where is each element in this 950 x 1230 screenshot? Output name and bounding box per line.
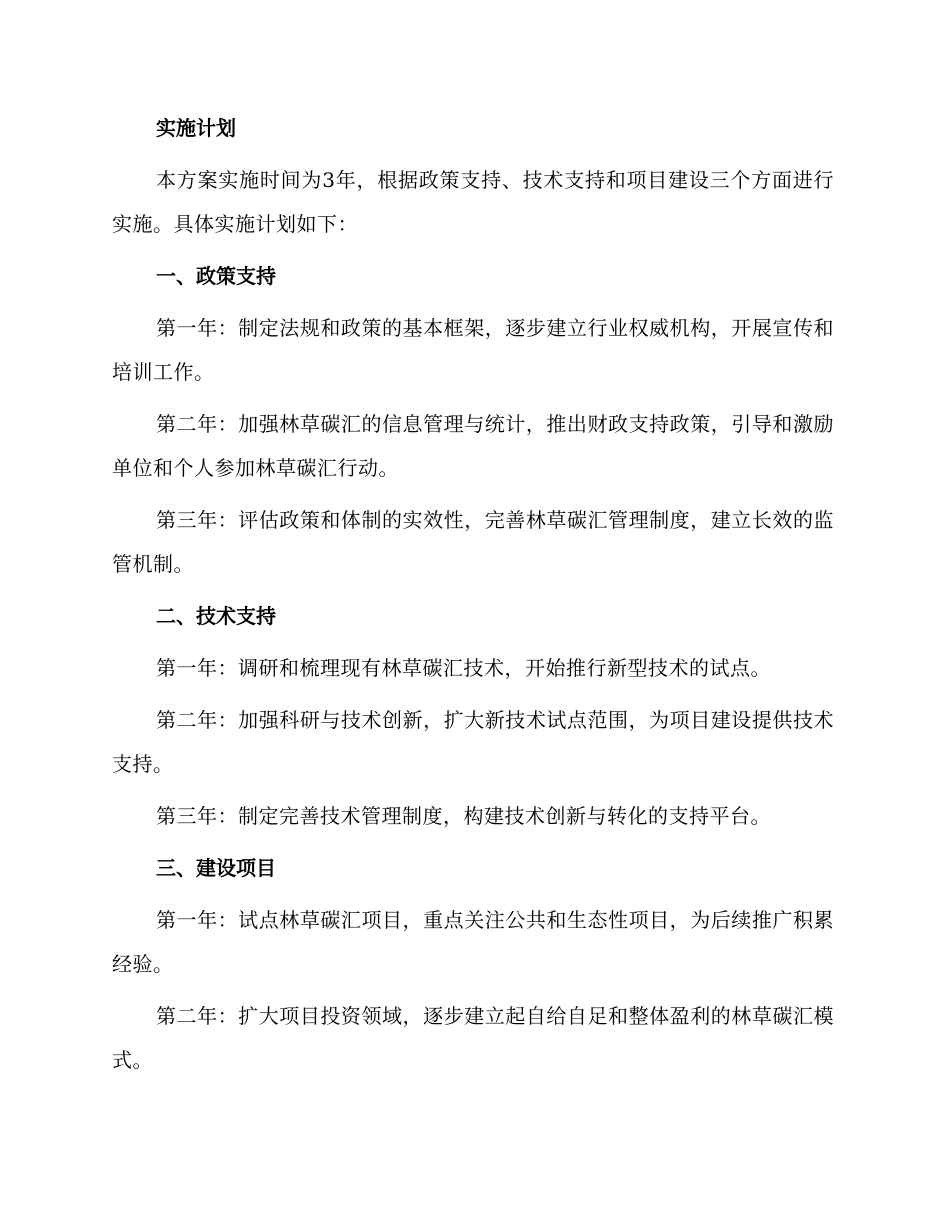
document-page bbox=[112, 106, 834, 1090]
document-title: 实施计划 bbox=[156, 116, 236, 140]
projects-year-1-paragraph: 第一年：试点林草碳汇项目，重点关注公共和生态性项目，为后续推广积累经验。 bbox=[112, 908, 834, 976]
intro-paragraph: 本方案实施时间为3年，根据政策支持、技术支持和项目建设三个方面进行实施。具体实施计划如下： bbox=[112, 168, 834, 236]
section-heading-policy: 一、政策支持 bbox=[156, 264, 276, 288]
policy-year-3-paragraph: 第三年：评估政策和体制的实效性，完善林草碳汇管理制度，建立长效的监管机制。 bbox=[112, 508, 834, 576]
technology-year-3-paragraph: 第三年：制定完善技术管理制度，构建技术创新与转化的支持平台。 bbox=[156, 804, 771, 828]
section-heading-technology: 二、技术支持 bbox=[156, 604, 276, 628]
technology-year-1-paragraph: 第一年：调研和梳理现有林草碳汇技术，开始推行新型技术的试点。 bbox=[156, 656, 771, 680]
policy-year-2-paragraph: 第二年：加强林草碳汇的信息管理与统计，推出财政支持政策，引导和激励单位和个人参加林草碳汇行动。 bbox=[112, 412, 834, 480]
policy-year-1-paragraph: 第一年：制定法规和政策的基本框架，逐步建立行业权威机构，开展宣传和培训工作。 bbox=[112, 316, 834, 384]
section-heading-projects: 三、建设项目 bbox=[156, 856, 276, 880]
projects-year-2-paragraph: 第二年：扩大项目投资领域，逐步建立起自给自足和整体盈利的林草碳汇模式。 bbox=[112, 1004, 834, 1072]
technology-year-2-paragraph: 第二年：加强科研与技术创新，扩大新技术试点范围，为项目建设提供技术支持。 bbox=[112, 708, 834, 776]
